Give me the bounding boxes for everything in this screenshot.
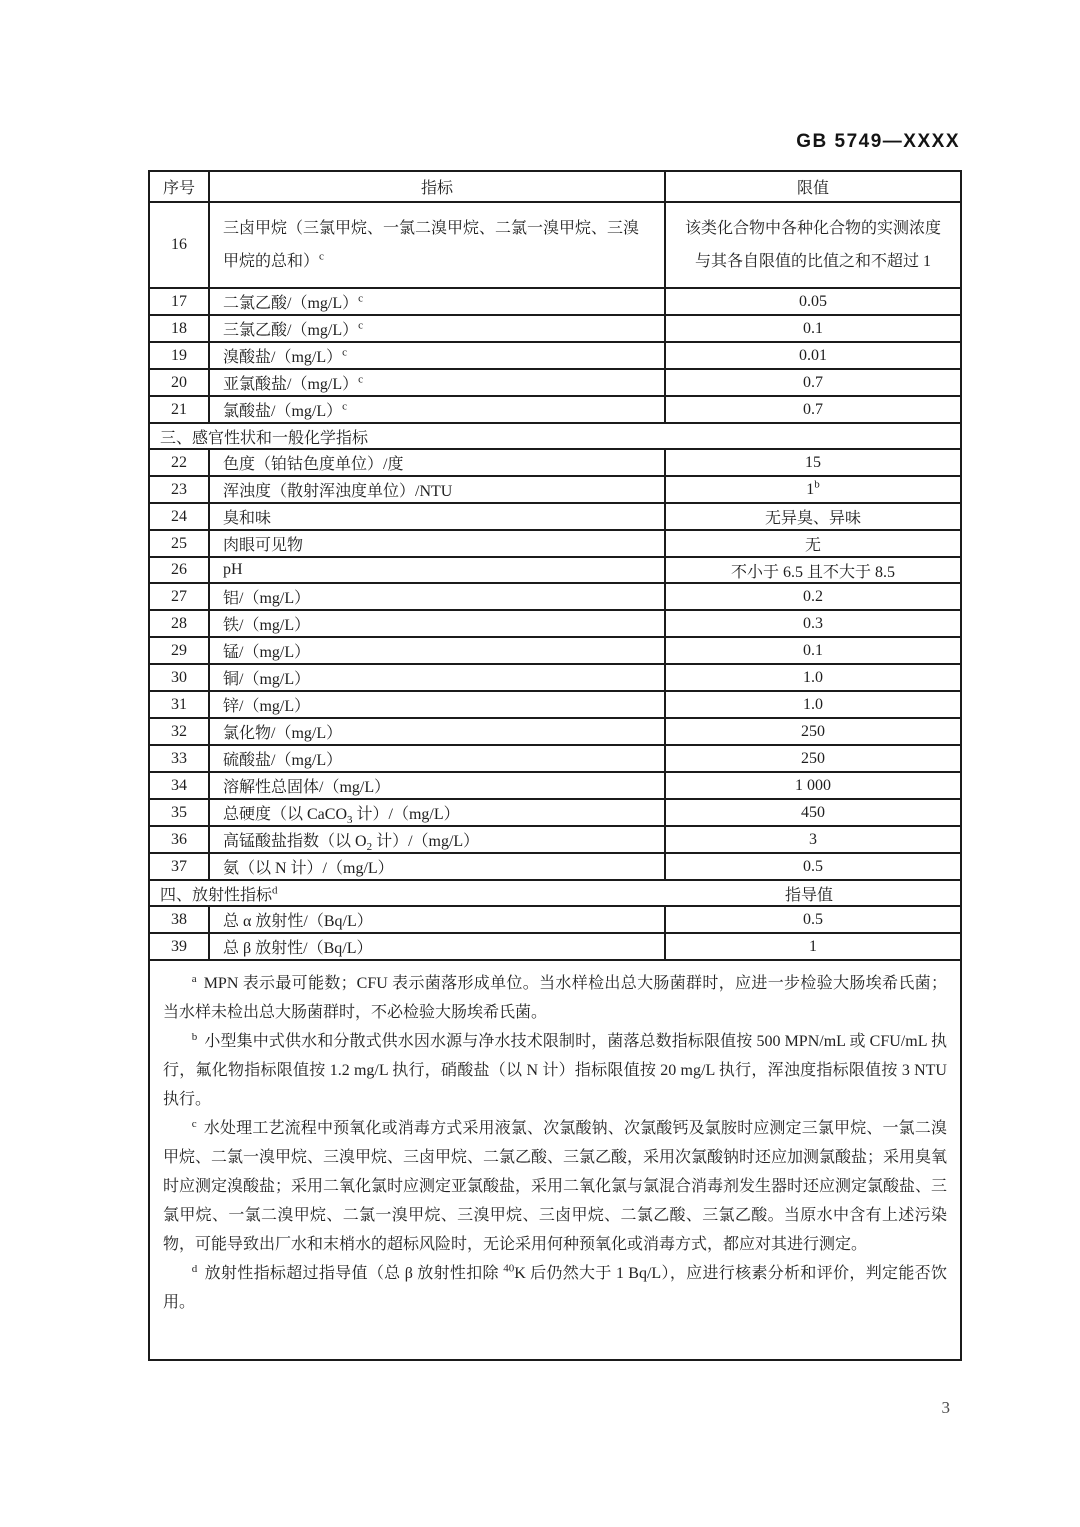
- row-number: 33: [149, 745, 209, 772]
- row-number: 27: [149, 583, 209, 610]
- table-row: [149, 610, 961, 637]
- indicator-cell: 二氯乙酸$/(mg/L)^c$: [209, 288, 665, 315]
- limit-cell: 1 000: [665, 772, 961, 799]
- table-row: [149, 933, 961, 960]
- limit-cell: 250: [665, 745, 961, 772]
- indicator-cell: 浑浊度（散射浑浊度单位）/NTU: [209, 476, 665, 503]
- limit-cell: 0.1: [665, 315, 961, 342]
- table-row: [149, 557, 961, 583]
- limit-cell: 0.1: [665, 637, 961, 664]
- col-header-limit: 限值: [665, 171, 961, 202]
- limit-cell: 0.01: [665, 342, 961, 369]
- row-number: 18: [149, 315, 209, 342]
- limit-cell: 0.5: [665, 906, 961, 933]
- row-number: 34: [149, 772, 209, 799]
- indicator-cell: 铁/（mg/L）: [209, 610, 665, 637]
- table-row: [149, 637, 961, 664]
- page-number: 3: [941, 1398, 950, 1417]
- indicator-cell: 三卤甲烷（三氯甲烷、一氯二溴甲烷、二氯一溴甲烷、三溴甲烷的总和）$^c$: [209, 202, 665, 288]
- limit-cell: 0.05: [665, 288, 961, 315]
- limit-cell: 0.5: [665, 853, 961, 880]
- row-number: 17: [149, 288, 209, 315]
- table-row: [149, 449, 961, 476]
- table-row: [149, 826, 961, 853]
- limit-cell: 0.2: [665, 583, 961, 610]
- section-title: 三、感官性状和一般化学指标: [149, 423, 961, 449]
- row-number: 38: [149, 906, 209, 933]
- indicator-cell: 氯酸盐$/(mg/L)^c$: [209, 396, 665, 423]
- footnote-c: $^c$ 水处理工艺流程中预氧化或消毒方式采用液氯、次氯酸钠、次氯酸钙及氯胺时应测定三氯甲烷、一氯二溴甲烷、二氯一溴甲烷、三溴甲烷、三卤甲烷、二氯乙酸、三氯乙酸，采用次氯酸钠时还应加测氯酸盐；采用臭氧时应测定溴酸盐；采用二氧化氯时应测定亚氯酸盐，采用二氧化氯与氯混合消毒剂发生器时还应测定氯酸盐、三氯甲烷、一氯二溴甲烷、二氯一溴甲烷、三溴甲烷、三卤甲烷、二氯乙酸、三氯乙酸。当原水中含有上述污染物，可能导致出厂水和末梢水的超标风险时，无论采用何种预氧化或消毒方式，都应对其进行测定。: [163, 1117, 948, 1253]
- indicator-cell: 三氯乙酸$/(mg/L)^c$: [209, 315, 665, 342]
- indicator-cell: 亚氯酸盐$/(mg/L)^c$: [209, 369, 665, 396]
- table-row: [149, 772, 961, 799]
- table-row: [149, 315, 961, 342]
- table-row: [149, 583, 961, 610]
- limit-cell: 450: [665, 799, 961, 826]
- limit-cell: 1: [665, 933, 961, 960]
- table-row: [149, 799, 961, 826]
- indicator-cell: 氯化物/（mg/L）: [209, 718, 665, 745]
- water-quality-table: [148, 170, 962, 1361]
- limit-cell: 0.3: [665, 610, 961, 637]
- guide-value-header: 指导值: [784, 886, 833, 904]
- row-number: 16: [149, 202, 209, 288]
- indicator-cell: 肉眼可见物: [209, 530, 665, 557]
- doc-code: GB 5749—XXXX: [796, 131, 960, 152]
- row-number: 24: [149, 503, 209, 530]
- row-number: 32: [149, 718, 209, 745]
- row-number: 20: [149, 369, 209, 396]
- indicator-cell: 铜/（mg/L）: [209, 664, 665, 691]
- table-row: [149, 202, 961, 288]
- footnote-d: $^d$ 放射性指标超过指导值（总 β 放射性扣除 $^{40}$K 后仍然大于 1 Bq/L），应进行核素分析和评价，判定能否饮用。: [163, 1262, 947, 1311]
- table-row: [149, 691, 961, 718]
- row-number: 22: [149, 449, 209, 476]
- row-number: 39: [149, 933, 209, 960]
- table-row: [149, 288, 961, 315]
- col-header-indicator: 指标: [209, 171, 665, 202]
- table-row: [149, 396, 961, 423]
- table-row: [149, 718, 961, 745]
- row-number: 29: [149, 637, 209, 664]
- limit-cell: 不小于 6.5 且不大于 8.5: [665, 557, 961, 583]
- footnote-a: $^a$ MPN 表示最可能数；CFU 表示菌落形成单位。当水样检出总大肠菌群时，应进一步检验大肠埃希氏菌；当水样未检出总大肠菌群时，不必检验大肠埃希氏菌。: [163, 972, 947, 1021]
- indicator-cell: 溶解性总固体/（mg/L）: [209, 772, 665, 799]
- indicator-cell: 锰/（mg/L）: [209, 637, 665, 664]
- table-row: [149, 745, 961, 772]
- row-number: 36: [149, 826, 209, 853]
- limit-cell: 15: [665, 449, 961, 476]
- indicator-cell: 溴酸盐$/(mg/L)^c$: [209, 342, 665, 369]
- table-row: [149, 476, 961, 503]
- limit-cell: 1$^b$: [665, 476, 961, 503]
- limit-cell: 3: [665, 826, 961, 853]
- limit-cell: 无: [665, 530, 961, 557]
- indicator-cell: 氨（以 N 计）/（mg/L）: [209, 853, 665, 880]
- table-row: [149, 853, 961, 880]
- limit-cell: 1.0: [665, 664, 961, 691]
- indicator-cell: 铝/（mg/L）: [209, 583, 665, 610]
- section-title: 四、放射性指标$^d$ 指导值: [149, 880, 961, 906]
- indicator-cell: 臭和味: [209, 503, 665, 530]
- row-number: 31: [149, 691, 209, 718]
- row-number: 19: [149, 342, 209, 369]
- table-row: [149, 342, 961, 369]
- indicator-cell: 色度（铂钴色度单位）/度: [209, 449, 665, 476]
- footnotes-cell: [149, 960, 961, 1360]
- row-number: 28: [149, 610, 209, 637]
- table-row: [149, 369, 961, 396]
- limit-cell: 无异臭、异味: [665, 503, 961, 530]
- indicator-cell: 总硬度（以 CaCO$_3$ 计）/（mg/L）: [209, 799, 665, 826]
- indicator-cell: pH: [209, 557, 665, 583]
- indicator-cell: 总 β 放射性/（Bq/L）: [209, 933, 665, 960]
- table-header-row: [149, 171, 961, 202]
- section-row-3: [149, 423, 961, 449]
- table-row: [149, 664, 961, 691]
- table-row: [149, 906, 961, 933]
- limit-cell: 1.0: [665, 691, 961, 718]
- row-number: 37: [149, 853, 209, 880]
- indicator-cell: 硫酸盐/（mg/L）: [209, 745, 665, 772]
- row-number: 35: [149, 799, 209, 826]
- row-number: 30: [149, 664, 209, 691]
- limit-cell: 该类化合物中各种化合物的实测浓度 与其各自限值的比值之和不超过 1: [665, 202, 961, 288]
- col-header-no: 序号: [149, 171, 209, 202]
- row-number: 21: [149, 396, 209, 423]
- table-row: [149, 503, 961, 530]
- limit-cell: 250: [665, 718, 961, 745]
- indicator-cell: 总 α 放射性/（Bq/L）: [209, 906, 665, 933]
- limit-cell: 0.7: [665, 369, 961, 396]
- footnotes-row: [149, 960, 961, 1360]
- section-row-4: [149, 880, 961, 906]
- row-number: 23: [149, 476, 209, 503]
- row-number: 25: [149, 530, 209, 557]
- limit-cell: 0.7: [665, 396, 961, 423]
- table-row: [149, 530, 961, 557]
- indicator-cell: 锌/（mg/L）: [209, 691, 665, 718]
- row-number: 26: [149, 557, 209, 583]
- footnote-b: $^b$ 小型集中式供水和分散式供水因水源与净水技术限制时，菌落总数指标限值按 500 MPN/mL 或 CFU/mL 执行，氟化物指标限值按 1.2 mg/L 执行，硝酸盐（以 N 计）指标限值按 20 mg/L 执行，浑浊度指标限值按 3 NTU 执行。: [163, 1030, 947, 1108]
- indicator-cell: 高锰酸盐指数（以 $O_2$ 计）/（mg/L）: [209, 826, 665, 853]
